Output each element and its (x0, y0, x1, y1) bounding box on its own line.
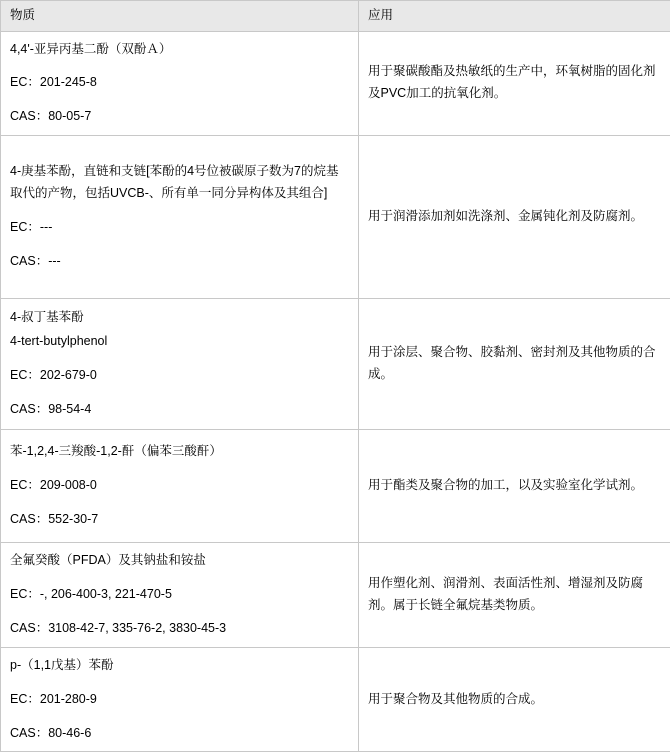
substance-name: p-（1,1戊基）苯酚 (10, 655, 349, 677)
table-row (1, 31, 670, 136)
application-text: 用于涂层、聚合物、胶黏剂、密封剂及其他物质的合成。 (368, 342, 661, 386)
cell-application (359, 543, 670, 648)
table-body (1, 31, 670, 752)
cell-substance (1, 430, 359, 543)
column-header-substance: 物质 (1, 1, 359, 32)
application-text: 用于聚碳酸酯及热敏纸的生产中，环氧树脂的固化剂及PVC加工的抗氧化剂。 (368, 61, 661, 105)
table-row (1, 543, 670, 648)
substance-cas-code: CAS：80-46-6 (10, 723, 349, 745)
table-row (1, 430, 670, 543)
application-text: 用于聚合物及其他物质的合成。 (368, 689, 661, 711)
substance-ec-code: EC：209-008-0 (10, 475, 349, 497)
substance-ec-code: EC：201-280-9 (10, 689, 349, 711)
cell-substance (1, 299, 359, 430)
table-row (1, 299, 670, 430)
substance-name: 全氟癸酸（PFDA）及其钠盐和铵盐 (10, 550, 349, 572)
substance-cas-code: CAS：--- (10, 251, 349, 273)
cell-substance (1, 136, 359, 299)
cell-substance (1, 543, 359, 648)
column-header-application: 应用 (359, 1, 670, 32)
table-row (1, 647, 670, 752)
substance-name-alt: 4-tert-butylphenol (10, 331, 349, 353)
substance-ec-code: EC：202-679-0 (10, 365, 349, 387)
application-text: 用于润滑添加剂如洗涤剂、金属钝化剂及防腐剂。 (368, 206, 661, 228)
cell-substance (1, 647, 359, 752)
table-header (1, 1, 670, 32)
substance-ec-code: EC：201-245-8 (10, 72, 349, 94)
cell-substance (1, 31, 359, 136)
table-header-row (1, 1, 670, 32)
application-text: 用作塑化剂、润滑剂、表面活性剂、增湿剂及防腐剂。属于长链全氟烷基类物质。 (368, 573, 661, 617)
substance-cas-code: CAS：80-05-7 (10, 106, 349, 128)
cell-application (359, 430, 670, 543)
application-text: 用于酯类及聚合物的加工，以及实验室化学试剂。 (368, 475, 661, 497)
substance-name: 苯-1,2,4-三羧酸-1,2-酐（偏苯三酸酐） (10, 441, 349, 463)
cell-application (359, 31, 670, 136)
cell-application (359, 299, 670, 430)
cell-application (359, 136, 670, 299)
substance-name: 4-庚基苯酚，直链和支链[苯酚的4号位被碳原子数为7的烷基取代的产物，包括UVCB-、所有单一同分异构体及其组合] (10, 161, 349, 205)
cell-application (359, 647, 670, 752)
substance-cas-code: CAS：552-30-7 (10, 509, 349, 531)
substance-name: 4-叔丁基苯酚 (10, 307, 349, 329)
substance-cas-code: CAS：3108-42-7, 335-76-2, 3830-45-3 (10, 618, 349, 640)
substance-cas-code: CAS：98-54-4 (10, 399, 349, 421)
table-row (1, 136, 670, 299)
substance-ec-code: EC：--- (10, 217, 349, 239)
substance-ec-code: EC：-, 206-400-3, 221-470-5 (10, 584, 349, 606)
substance-name: 4,4'-亚异丙基二酚（双酚Ａ） (10, 39, 349, 61)
